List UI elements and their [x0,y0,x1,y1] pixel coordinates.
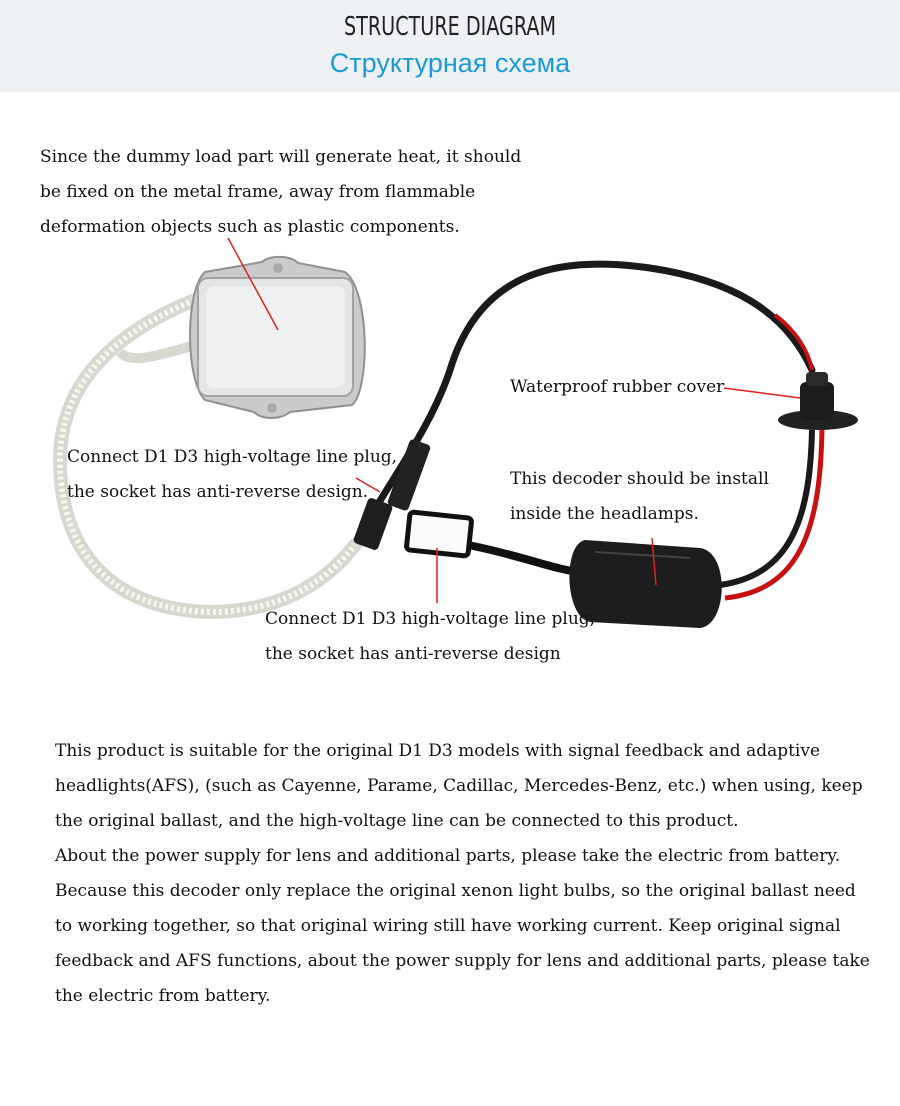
leader-rubber-cover [724,388,800,398]
braided-sleeve-branch [120,345,195,358]
description-line: About the power supply for lens and additional parts, please take the electric from battery. [55,846,841,866]
callout-line: Connect D1 D3 high-voltage line plug, [67,447,398,467]
description-line: the electric from battery. [55,986,271,1006]
description-line: headlights(AFS), (such as Cayenne, Parame, Cadillac, Mercedes-Benz, etc.) when using, keep [55,776,863,796]
callout-line: This decoder should be install [510,469,769,489]
callout-line: deformation objects such as plastic components. [40,217,460,237]
title-en: STRUCTURE DIAGRAM [343,12,557,42]
callout-line: Connect D1 D3 high-voltage line plug, [265,609,596,629]
callout-plug-top [67,440,397,510]
dummy-load-box [190,257,365,418]
rubber-grommet [778,372,858,430]
callout-line: the socket has anti-reverse design [265,644,561,664]
callout-rubber-cover [510,370,724,405]
callout-plug-bottom [265,602,595,672]
callout-line: the socket has anti-reverse design. [67,482,369,502]
description-line: feedback and AFS functions, about the power supply for lens and additional parts, please take [55,951,870,971]
callout-line: inside the headlamps. [510,504,699,524]
description-line: This product is suitable for the original D1 D3 models with signal feedback and adaptive [55,741,821,761]
description-line: Because this decoder only replace the original xenon light bulbs, so the original ballast need [55,881,856,901]
description-line: to working together, so that original wiring still have working current. Keep original signal [55,916,841,936]
description-line: the original ballast, and the high-voltage line can be connected to this product. [55,811,739,831]
product-description [55,734,870,1014]
title-ru: Структурная схема [329,48,571,78]
callout-dummy-load [40,140,521,245]
callout-line: Since the dummy load part will generate heat, it should [40,147,522,167]
callout-decoder [510,462,769,532]
callout-line: be fixed on the metal frame, away from flammable [40,182,476,202]
callout-line: Waterproof rubber cover [510,377,725,397]
